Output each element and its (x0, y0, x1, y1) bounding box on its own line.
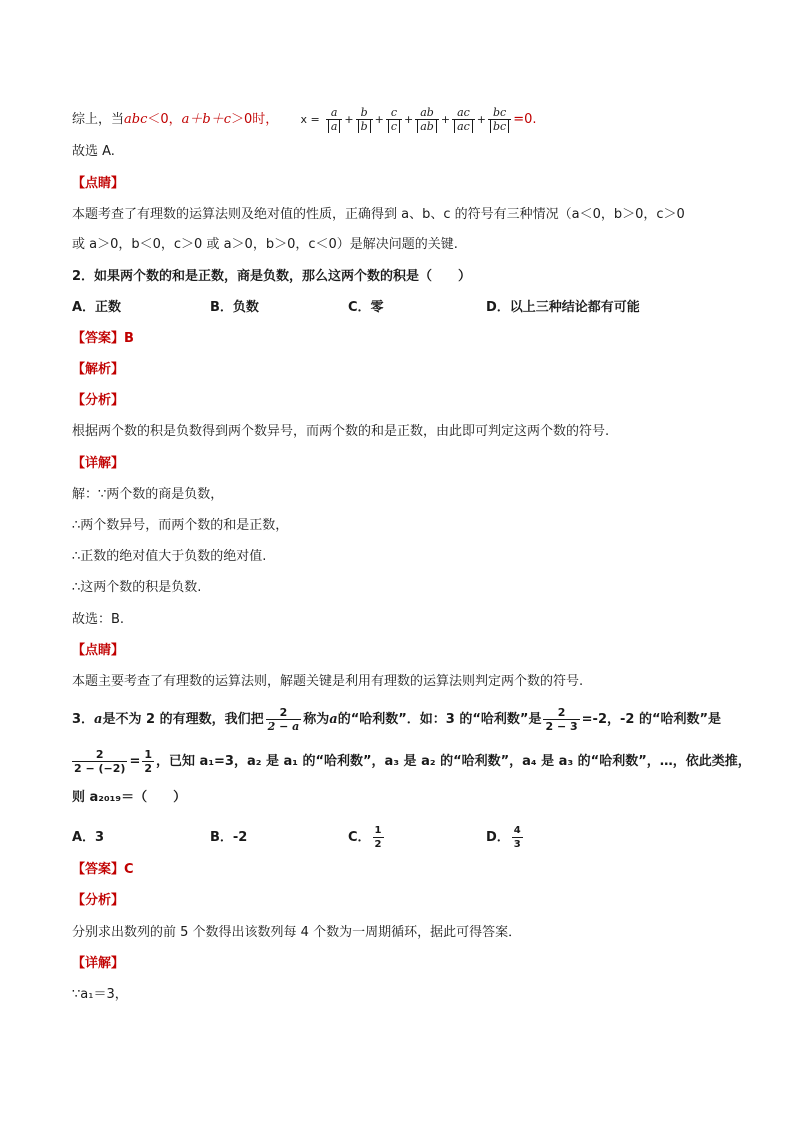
q2-dianjing-heading: 【点睛】 (72, 643, 125, 658)
q2-step-3: ∴正数的绝对值大于负数的绝对值. (72, 549, 267, 564)
q3-step-1: ∵a₁＝3， (72, 987, 128, 1002)
fraction-term: $\frac{ac}{ac}$ (452, 106, 475, 133)
x-equals: x = (300, 113, 320, 126)
q1-dianjing-line2: 或 a＞0，b＜0，c＞0 或 a＞0，b＞0，c＜0）是解决问题的关键. (72, 237, 458, 252)
q2-fenxi-text: 根据两个数的积是负数得到两个数异号，而两个数的和是正数，由此即可判定这两个数的符号. (72, 424, 610, 439)
q2-fenxi-heading: 【分析】 (72, 393, 125, 408)
q3-option-b: B．-2 (210, 830, 248, 845)
fraction-term: $\frac{bc}{bc}$ (488, 106, 511, 133)
fraction-term: $\frac{ab}{ab}$ (415, 106, 439, 133)
expression-result: =0. (513, 112, 537, 127)
q2-option-c: C．零 (348, 300, 384, 315)
example-fraction: $\frac{2}{2 - 3}$ (545, 706, 578, 733)
fraction-term: $\frac{b}{b}$ (356, 106, 373, 133)
q2-step-2: ∴两个数异号，而两个数的和是正数， (72, 518, 289, 533)
q3-stem-line3: 则 a₂₀₁₉＝（ ） (72, 790, 187, 805)
q1-choice: 故选 A. (72, 144, 115, 159)
q2-jiexi-heading: 【解析】 (72, 362, 125, 377)
conclusion-line: 综上，当abc＜0，a＋b＋c＞0时， x = $\frac{a}{a}$ + $\frac{b}{b}$ + $\frac{c}{c}$ + $\frac{ab}{ab}$ + $\frac{ac}{ac}$ + $\frac{bc}{bc}$ =0. (72, 106, 537, 133)
conclusion-prefix: 综上，当 (72, 112, 125, 127)
q3-fenxi-text: 分别求出数列的前 5 个数得出该数列每 4 个数为一周期循环，据此可得答案． (72, 925, 522, 940)
half-fraction: $\frac{1}{2}$ (144, 748, 153, 775)
example-fraction-2: $\frac{2}{2 - (-2)}$ (74, 748, 126, 775)
q1-dianjing-line1: 本题考查了有理数的运算法则及绝对值的性质，正确得到 a、b、c 的符号有三种情况（a＜0，b＞0，c＞0 (72, 207, 685, 222)
q2-option-a: A．正数 (72, 300, 122, 315)
q3-xiangjie-heading: 【详解】 (72, 956, 125, 971)
q2-answer: 【答案】B (72, 331, 134, 346)
condition-sum: a＋b＋c (181, 112, 232, 127)
q2-option-d: D．以上三种结论都有可能 (486, 300, 640, 315)
q2-xiangjie-heading: 【详解】 (72, 456, 125, 471)
q3-options (72, 824, 525, 851)
q2-choice: 故选：B. (72, 612, 125, 627)
q3-answer: 【答案】C (72, 862, 134, 877)
q3-stem-line1: 3．a是不为 2 的有理数，我们把 $\frac{2}{2 - a}$ 称为a的“哈利数”．如：3 的“哈利数”是 $\frac{2}{2 - 3}$ =-2，-2 的“哈利数”是 (72, 706, 722, 733)
q1-dianjing-heading: 【点睛】 (72, 176, 125, 191)
harry-fraction: $\frac{2}{2 - a}$ (267, 706, 300, 733)
condition-abc: abc (124, 112, 148, 127)
q2-option-b: B．负数 (210, 300, 259, 315)
condition-lt0: ＜0， (147, 112, 182, 127)
fraction-term: $\frac{a}{a}$ (326, 106, 343, 133)
fraction-term: $\frac{c}{c}$ (386, 106, 402, 133)
q2-dianjing-text: 本题主要考查了有理数的运算法则，解题关键是利用有理数的运算法则判定两个数的符号. (72, 674, 584, 689)
q2-options (72, 299, 640, 317)
condition-gt0: ＞0时， (231, 112, 279, 127)
q2-stem: 2．如果两个数的和是正数，商是负数，那么这两个数的积是（ ） (72, 269, 472, 284)
q3-option-a: A．3 (72, 830, 105, 845)
q3-fenxi-heading: 【分析】 (72, 893, 125, 908)
q2-step-1: 解：∵两个数的商是负数， (72, 487, 224, 502)
q3-stem-line2: $\frac{2}{2 - (-2)}$ = $\frac{1}{2}$ ，已知 a₁=3，a₂ 是 a₁ 的“哈利数”，a₃ 是 a₂ 的“哈利数”，a₄ 是 a₃ 的“哈利数”，…，依此类推， (74, 748, 751, 775)
q3-option-d: D． $\frac{4}{3}$ (486, 825, 521, 850)
q3-option-c: C． $\frac{1}{2}$ (348, 825, 382, 850)
q2-step-4: ∴这两个数的积是负数. (72, 580, 202, 595)
